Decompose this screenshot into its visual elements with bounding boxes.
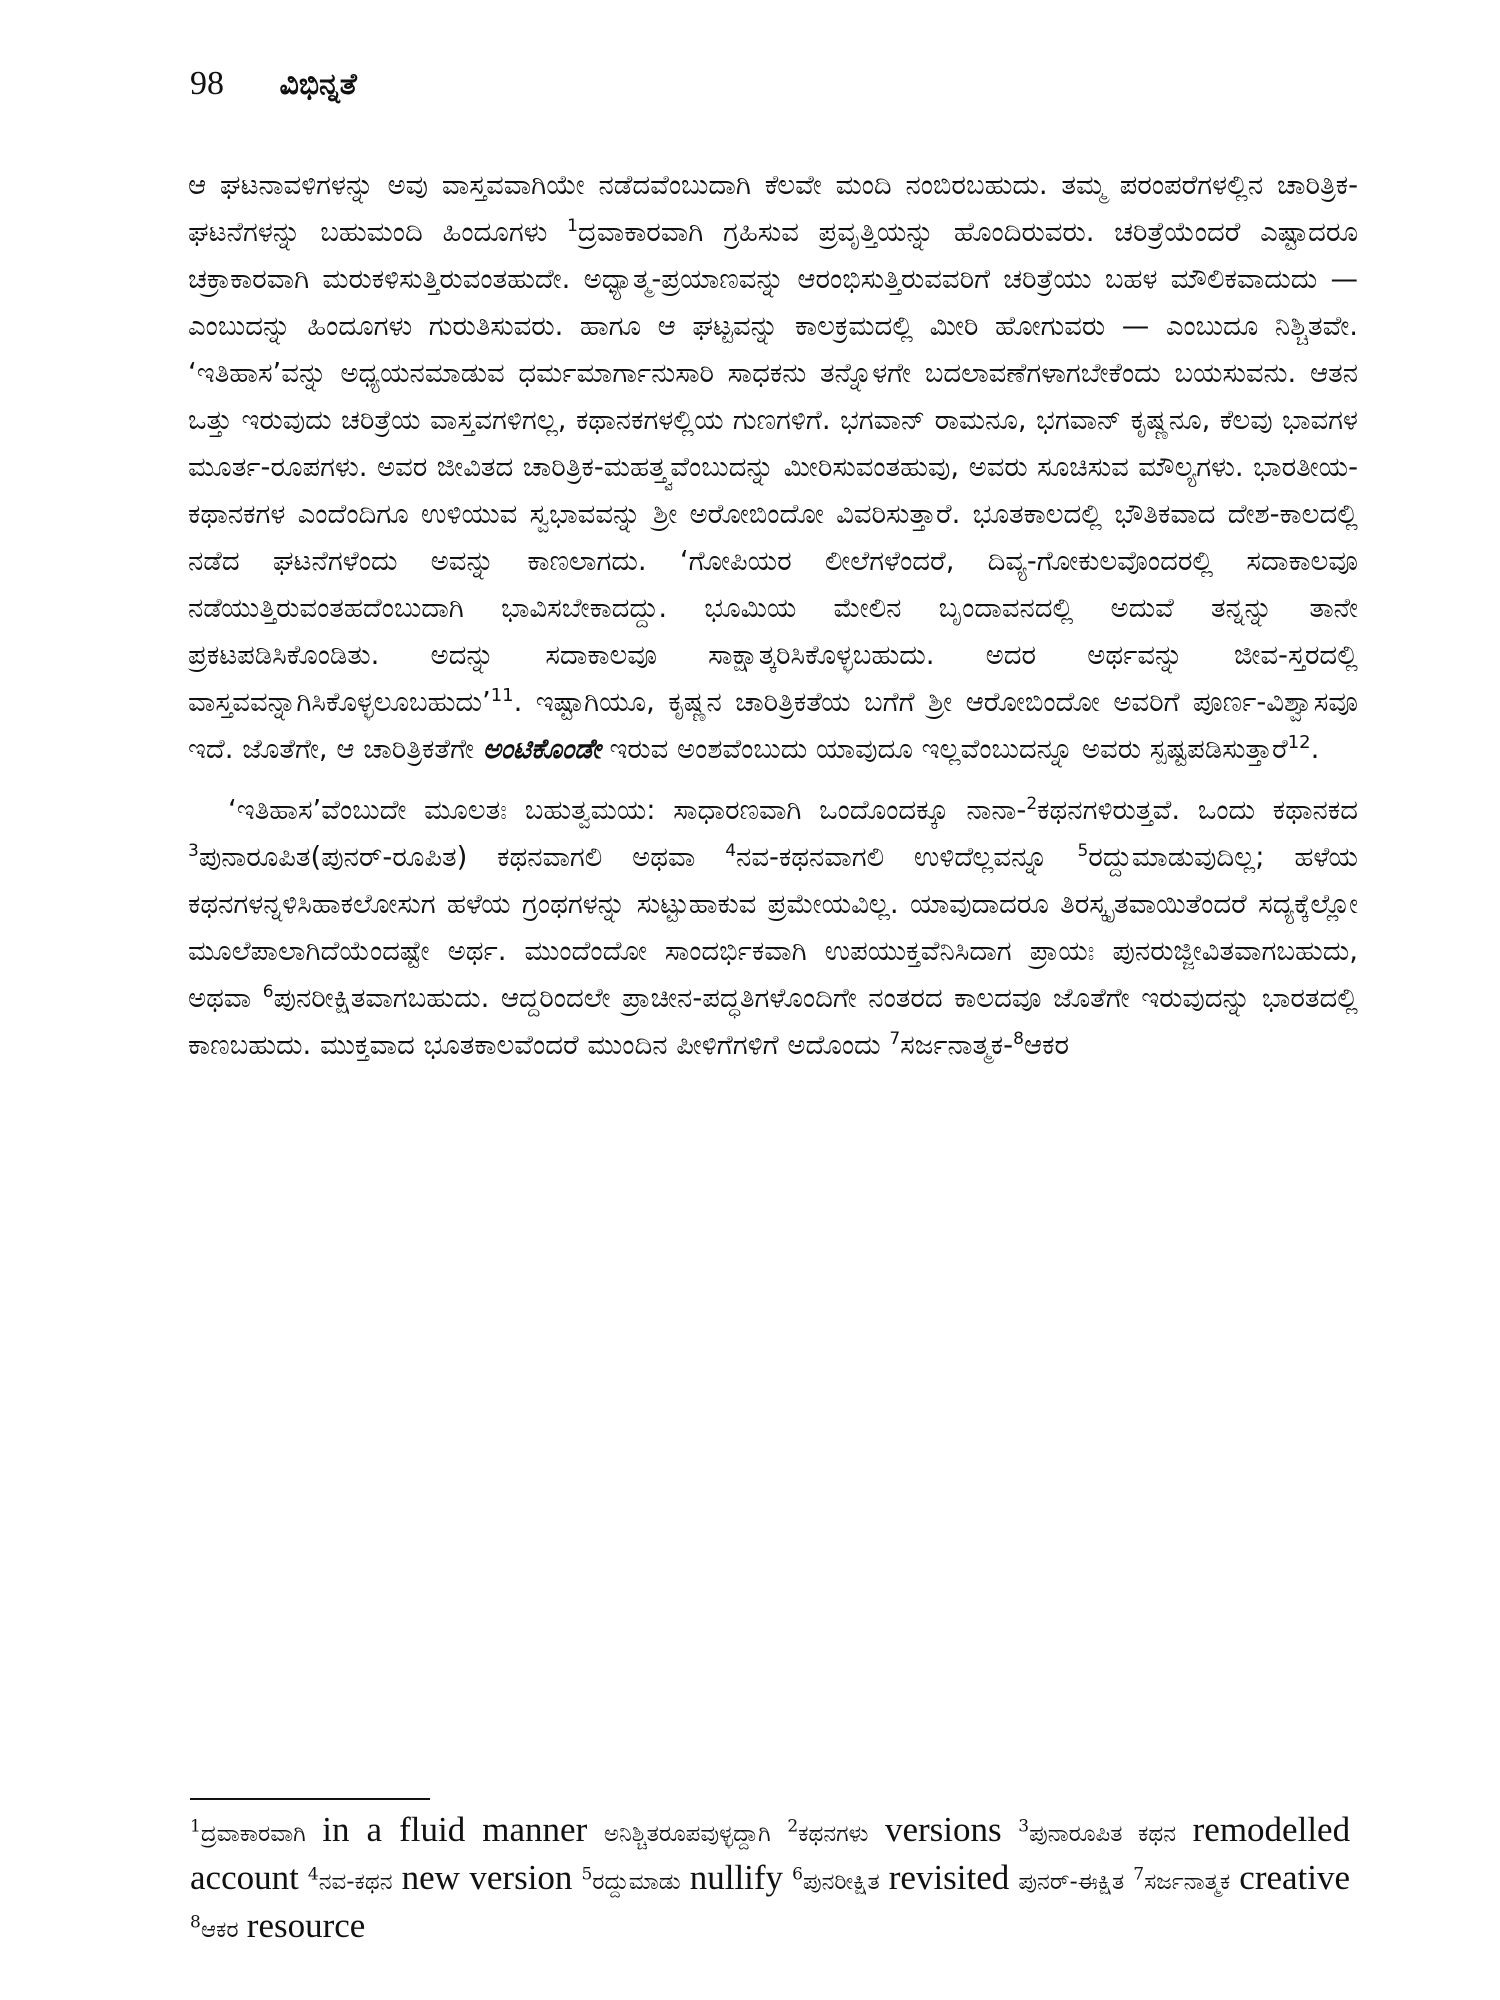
gloss-marker: 6 bbox=[262, 981, 274, 1002]
glossary-entry: ಅನಿಶ್ಚಿತರೂಪವುಳ್ಳದ್ದಾಗಿ bbox=[603, 1821, 771, 1847]
gloss-marker: 5 bbox=[1077, 840, 1089, 861]
text-run: . ಇಷ್ಟಾಗಿಯೂ, ಕೃಷ್ಣನ ಚಾರಿತ್ರಿಕತೆಯ ಬಗೆಗೆ ಶ್ರೀ ಆರೋಬಿಂದೋ ಅವರಿಗೆ ಪೂರ್ಣ-ವಿಶ್ವಾಸವೂ ಇದೆ. ಜೊತೆಗೇ, ಆ ಚಾರಿತ್ರಿಕತೆಗೇ bbox=[188, 686, 1358, 765]
text-run: ಇರುವ ಅಂಶವೆಂಬುದು ಯಾವುದೂ ಇಲ್ಲವೆಂಬುದನ್ನೂ ಅವರು ಸ್ಪಷ್ಟಪಡಿಸುತ್ತಾರೆ bbox=[600, 733, 1288, 765]
footnote-rule bbox=[190, 1798, 430, 1800]
gloss-marker: 8 bbox=[1013, 1028, 1024, 1049]
footnote-ref-12: 12 bbox=[1287, 731, 1311, 753]
glossary-entry: $^7$ಸರ್ಜನಾತ್ಮಕ creative bbox=[1133, 1858, 1351, 1897]
page-number: 98 bbox=[190, 65, 224, 102]
book-title: ವಿಭಿನ್ನತೆ bbox=[279, 67, 357, 102]
text-run: ಪುನರೀಕ್ಷಿತವಾಗಬಹುದು. ಆದ್ದರಿಂದಲೇ ಪ್ರಾಚೀನ-ಪದ್ಧತಿಗಳೊಂದಿಗೇ ನಂತರದ ಕಾಲದವೂ ಜೊತೆಗೇ ಇರುವುದನ್ನು ಭಾರತದಲ್ಲಿ ಕಾಣಬಹುದು. ಮುಕ್ತವಾದ ಭೂತಕಾಲವೆಂದರೆ ಮುಂದಿನ ಪೀಳಿಗೆಗಳಿಗೆ ಅದೊಂದು bbox=[188, 982, 1358, 1061]
paragraph-2 bbox=[188, 787, 1358, 1069]
text-run: ಆ ಘಟನಾವಳಿಗಳನ್ನು ಅವು ವಾಸ್ತವವಾಗಿಯೇ ನಡೆದವೆಂಬುದಾಗಿ ಕೆಲವೇ ಮಂದಿ ನಂಬಿರಬಹುದು. ತಮ್ಮ ಪರಂಪರೆಗಳಲ್ಲಿನ ಚಾರಿತ್ರಿಕ-ಘಟನೆಗಳನ್ನು ಬಹುಮಂದಿ ಹಿಂದೂಗಳು bbox=[188, 169, 1358, 248]
glossary-entry: $^5$ರದ್ದುಮಾಡು nullify bbox=[581, 1858, 784, 1897]
text-run: ‘ಇತಿಹಾಸ’ವೆಂಬುದೇ ಮೂಲತಃ ಬಹುತ್ವಮಯ: ಸಾಧಾರಣವಾಗಿ ಒಂದೊಂದಕ್ಕೂ ನಾನಾ- bbox=[228, 794, 1027, 826]
text-run: ಪುನಾರೂಪಿತ(ಪುನರ್-ರೂಪಿತ) ಕಥನವಾಗಲಿ ಅಥವಾ bbox=[198, 841, 726, 873]
glossary-entry: $^1$ದ್ರವಾಕಾರವಾಗಿ in a fluid manner bbox=[190, 1810, 588, 1849]
glossary bbox=[190, 1808, 1350, 1952]
glossary-entry: $^6$ಪುನರೀಕ್ಷಿತ revisited bbox=[792, 1858, 1010, 1897]
body-text bbox=[188, 162, 1358, 1069]
footnote-ref-11: 11 bbox=[490, 684, 514, 706]
text-run: ಸರ್ಜನಾತ್ಮಕ- bbox=[900, 1029, 1014, 1061]
emphasized-word: ಅಂಟಿಕೊಂಡೇ bbox=[482, 733, 601, 765]
text-run: ರದ್ದುಮಾಡುವುದಿಲ್ಲ; ಹಳೆಯ ಕಥನಗಳನ್ನಳಿಸಿಹಾಕಲೋಸುಗ ಹಳೆಯ ಗ್ರಂಥಗಳನ್ನು ಸುಟ್ಟುಹಾಕುವ ಪ್ರಮೇಯವಿಲ್ಲ. ಯಾವುದಾದರೂ ತಿರಸ್ಕೃತವಾಯಿತೆಂದರೆ ಸದ್ಯಕ್ಕೆಲ್ಲೋ ಮೂಲೆಪಾಲಾಗಿದೆಯೆಂದಷ್ಟೇ ಅರ್ಥ. ಮುಂದೆಂದೋ ಸಾಂದರ್ಭಿಕವಾಗಿ ಉಪಯುಕ್ತವೆನಿಸಿದಾಗ ಪ್ರಾಯಃ ಪುನರುಜ್ಜೀವಿತವಾಗಬಹುದು, ಅಥವಾ bbox=[188, 841, 1358, 1014]
glossary-entry: $^4$ನವ-ಕಥನ new version bbox=[307, 1858, 573, 1897]
running-head bbox=[190, 64, 1350, 105]
glossary-entry: ಪುನರ್-ಈಕ್ಷಿತ bbox=[1018, 1869, 1125, 1895]
gloss-marker: 2 bbox=[1026, 793, 1038, 814]
text-run: . bbox=[1310, 733, 1320, 765]
text-run: ಕಥನಗಳಿರುತ್ತವೆ. ಒಂದು ಕಥಾನಕದ bbox=[1037, 794, 1358, 826]
gloss-marker: 3 bbox=[188, 840, 199, 861]
glossary-entry: $^2$ಕಥನಗಳು versions bbox=[787, 1810, 1002, 1849]
text-run: ನವ-ಕಥನವಾಗಲಿ ಉಳಿದೆಲ್ಲವನ್ನೂ bbox=[736, 841, 1078, 873]
gloss-marker: 7 bbox=[889, 1028, 901, 1049]
text-run: ದ್ರವಾಕಾರವಾಗಿ ಗ್ರಹಿಸುವ ಪ್ರವೃತ್ತಿಯನ್ನು ಹೊಂದಿರುವರು. ಚರಿತ್ರೆಯೆಂದರೆ ಎಷ್ಟಾದರೂ ಚಕ್ರಾಕಾರವಾಗಿ ಮರುಕಳಿಸುತ್ತಿರುವಂತಹುದೇ. ಅಧ್ಯಾತ್ಮ-ಪ್ರಯಾಣವನ್ನು ಆರಂಭಿಸುತ್ತಿರುವವರಿಗೆ ಚರಿತ್ರೆಯು ಬಹಳ ಮೌಲಿಕವಾದುದು — ಎಂಬುದನ್ನು ಹಿಂದೂಗಳು ಗುರುತಿಸುವರು. ಹಾಗೂ ಆ ಘಟ್ಟವನ್ನು ಕಾಲಕ್ರಮದಲ್ಲಿ ಮೀರಿ ಹೋಗುವರು — ಎಂಬುದೂ ನಿಶ್ಚಿತವೇ. ‘ಇತಿಹಾಸ’ವನ್ನು ಅಧ್ಯಯನಮಾಡುವ ಧರ್ಮಮಾರ್ಗಾನುಸಾರಿ ಸಾಧಕನು ತನ್ನೊಳಗೇ ಬದಲಾವಣೆಗಳಾಗಬೇಕೆಂದು ಬಯಸುವನು. ಆತನ ಒತ್ತು ಇರುವುದು ಚರಿತ್ರೆಯ ವಾಸ್ತವಗಳಿಗಲ್ಲ, ಕಥಾನಕಗಳಲ್ಲಿಯ ಗುಣಗಳಿಗೆ. ಭಗವಾನ್ ರಾಮನೂ, ಭಗವಾನ್ ಕೃಷ್ಣನೂ, ಕೆಲವು ಭಾವಗಳ ಮೂರ್ತ-ರೂಪಗಳು. ಅವರ ಜೀವಿತದ ಚಾರಿತ್ರಿಕ-ಮಹತ್ತ್ವವೆಂಬುದನ್ನು ಮೀರಿಸುವಂತಹುವು, ಅವರು ಸೂಚಿಸುವ ಮೌಲ್ಯಗಳು. ಭಾರತೀಯ-ಕಥಾನಕಗಳ ಎಂದೆಂದಿಗೂ ಉಳಿಯುವ ಸ್ವಭಾವವನ್ನು ಶ್ರೀ ಅರೋಬಿಂದೋ ವಿವರಿಸುತ್ತಾರೆ. ಭೂತಕಾಲದಲ್ಲಿ ಭೌತಿಕವಾದ ದೇಶ-ಕಾಲದಲ್ಲಿ ನಡೆದ ಘಟನೆಗಳೆಂದು ಅವನ್ನು ಕಾಣಲಾಗದು. ‘ಗೋಪಿಯರ ಲೀಲೆಗಳೆಂದರೆ, ದಿವ್ಯ-ಗೋಕುಲವೊಂದರಲ್ಲಿ ಸದಾಕಾಲವೂ ನಡೆಯುತ್ತಿರುವಂತಹದೆಂಬುದಾಗಿ ಭಾವಿಸಬೇಕಾದದ್ದು. ಭೂಮಿಯ ಮೇಲಿನ ಬೃಂದಾವನದಲ್ಲಿ ಅದುವೆ ತನ್ನನ್ನು ತಾನೇ ಪ್ರಕಟಪಡಿಸಿಕೊಂಡಿತು. ಅದನ್ನು ಸದಾಕಾಲವೂ ಸಾಕ್ಷಾತ್ಕರಿಸಿಕೊಳ್ಳಬಹುದು. ಅದರ ಅರ್ಥವನ್ನು ಜೀವ-ಸ್ತರದಲ್ಲಿ ವಾಸ್ತವವನ್ನಾಗಿಸಿಕೊಳ್ಳಲೂಬಹುದು’ bbox=[188, 216, 1358, 718]
gloss-marker: 4 bbox=[725, 840, 737, 861]
glossary-entry: $^8$ಆಕರ resource bbox=[190, 1906, 366, 1945]
glossary-entry: $^3$ಪುನಾರೂಪಿತ ಕಥನ remodelled account bbox=[190, 1810, 1351, 1897]
paragraph-1 bbox=[188, 162, 1358, 773]
text-run: ಆಕರ bbox=[1023, 1029, 1069, 1061]
gloss-marker: 1 bbox=[567, 215, 578, 236]
